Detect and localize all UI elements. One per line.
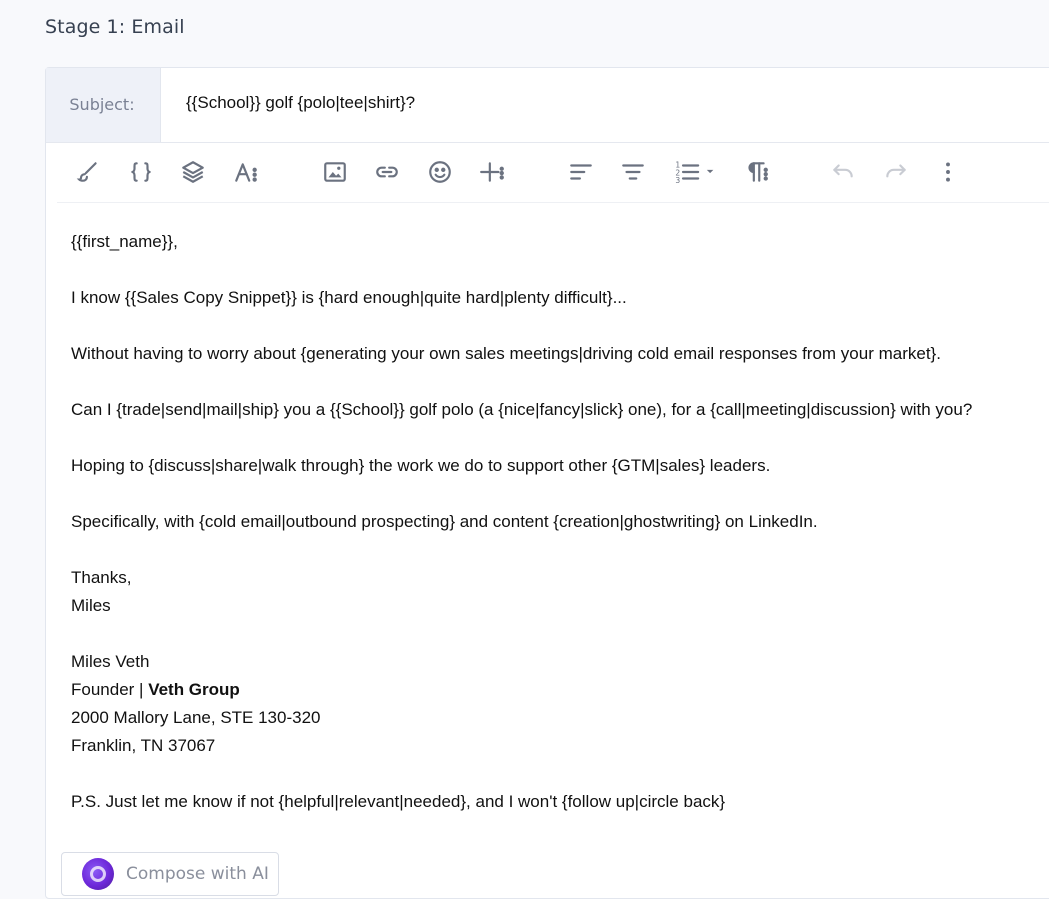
signature-name: Miles Veth <box>71 652 150 671</box>
stage-title: Stage 1: Email <box>45 16 185 38</box>
email-body[interactable] <box>71 228 1049 816</box>
body-line: Without having to worry about {generating your own sales meetings|driving cold email responses from your market}. <box>71 344 941 363</box>
email-editor-card <box>45 67 1049 899</box>
emoji-icon[interactable] <box>425 157 455 187</box>
link-icon[interactable] <box>372 157 402 187</box>
svg-text:2: 2 <box>675 168 681 178</box>
body-line: Can I {trade|send|mail|ship} you a {{School}} golf polo (a {nice|fancy|slick} one), for a {call|meeting|discussion} with you? <box>71 400 973 419</box>
undo-icon[interactable] <box>828 157 858 187</box>
compose-with-ai-label: Compose with AI <box>126 864 269 884</box>
align-left-icon[interactable] <box>566 157 596 187</box>
body-line: I know {{Sales Copy Snippet}} is {hard enough|quite hard|plenty difficult}... <box>71 288 627 307</box>
ordered-list-icon[interactable] <box>671 157 721 187</box>
braces-icon[interactable] <box>126 157 156 187</box>
subject-label: Subject: <box>46 68 161 142</box>
image-icon[interactable] <box>320 157 350 187</box>
signoff-line: Thanks, <box>71 568 132 587</box>
redo-icon[interactable] <box>881 157 911 187</box>
subject-input[interactable] <box>186 93 986 113</box>
align-center-icon[interactable] <box>618 157 648 187</box>
body-line: Specifically, with {cold email|outbound prospecting} and content {creation|ghostwriting} on LinkedIn. <box>71 512 818 531</box>
signature-title-prefix: Founder | <box>71 680 149 699</box>
brush-icon[interactable] <box>73 157 103 187</box>
ai-logo-icon <box>82 858 114 890</box>
signature-title <box>71 676 1049 704</box>
svg-text:1: 1 <box>675 160 681 170</box>
signature-company: Veth Group <box>148 680 240 699</box>
body-line: Hoping to {discuss|share|walk through} the work we do to support other {GTM|sales} leaders. <box>71 456 771 475</box>
signoff-name: Miles <box>71 596 111 615</box>
greeting-line: {{first_name}}, <box>71 232 178 251</box>
postscript-line: P.S. Just let me know if not {helpful|relevant|needed}, and I won't {follow up|circle back} <box>71 792 726 811</box>
editor-toolbar <box>57 143 1049 203</box>
paragraph-format-icon[interactable] <box>741 157 771 187</box>
subject-row <box>46 68 1049 143</box>
layers-icon[interactable] <box>178 157 208 187</box>
svg-text:3: 3 <box>675 175 681 185</box>
text-style-icon[interactable] <box>231 157 261 187</box>
signature-address-line2: Franklin, TN 37067 <box>71 736 216 755</box>
more-vertical-icon[interactable] <box>933 157 963 187</box>
compose-with-ai-button[interactable] <box>61 852 279 896</box>
insert-more-icon[interactable] <box>477 157 507 187</box>
signature-address-line1: 2000 Mallory Lane, STE 130-320 <box>71 708 321 727</box>
